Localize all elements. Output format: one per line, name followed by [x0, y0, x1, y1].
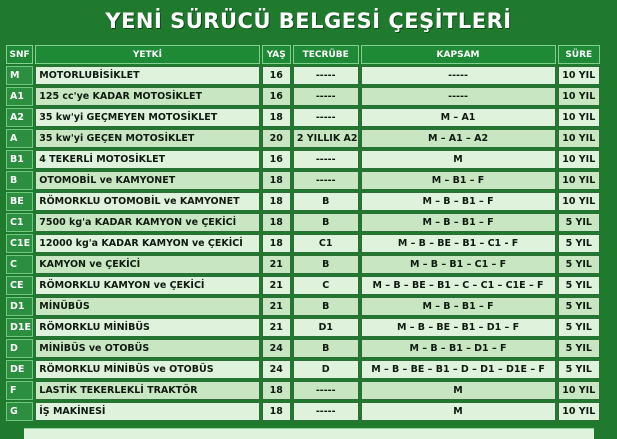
- cell-tecrube: B: [293, 297, 359, 316]
- cell-sure: 10 YIL: [558, 171, 600, 190]
- cell-kapsam: M: [361, 150, 556, 169]
- cell-sure: 5 YIL: [558, 234, 600, 253]
- cell-tecrube: D1: [293, 318, 359, 337]
- cell-yetki: RÖMORKLU OTOMOBİL ve KAMYONET: [35, 192, 259, 211]
- cell-yetki: OTOMOBİL ve KAMYONET: [35, 171, 259, 190]
- table-row: [6, 108, 600, 127]
- cell-kapsam: M – B – BE – B1 – D1 – F: [361, 318, 556, 337]
- cell-tecrube: -----: [293, 171, 359, 190]
- cell-snf: D: [6, 339, 33, 358]
- table-row: [6, 255, 600, 274]
- header-sure: SÜRE: [558, 45, 600, 64]
- cell-snf: BE: [6, 192, 33, 211]
- cell-snf: CE: [6, 276, 33, 295]
- cell-snf: D1E: [6, 318, 33, 337]
- cell-yas: 21: [262, 276, 291, 295]
- cell-yetki: 7500 kg'a KADAR KAMYON ve ÇEKİCİ: [35, 213, 259, 232]
- table-row: [6, 360, 600, 379]
- cell-snf: F: [6, 381, 33, 400]
- cell-yas: 21: [262, 255, 291, 274]
- cell-sure: 10 YIL: [558, 402, 600, 421]
- table-row: [6, 87, 600, 106]
- cell-yas: 16: [262, 87, 291, 106]
- cell-yas: 18: [262, 108, 291, 127]
- cell-tecrube: C1: [293, 234, 359, 253]
- cell-yas: 18: [262, 213, 291, 232]
- table-row: [6, 213, 600, 232]
- header-snf: SNF: [6, 45, 33, 64]
- table-row: [6, 402, 600, 421]
- cell-snf: G: [6, 402, 33, 421]
- cell-kapsam: M: [361, 381, 556, 400]
- cell-snf: M: [6, 66, 33, 85]
- cell-kapsam: M – B – B1 – D1 – F: [361, 339, 556, 358]
- cell-tecrube: 2 YILLIK A2: [293, 129, 359, 148]
- cell-tecrube: B: [293, 213, 359, 232]
- cell-snf: D1: [6, 297, 33, 316]
- cell-kapsam: M – B – BE – B1 – C – C1 – C1E – F: [361, 276, 556, 295]
- table-header-row: [6, 45, 600, 64]
- cell-snf: A2: [6, 108, 33, 127]
- header-yetki: YETKİ: [35, 45, 259, 64]
- cell-snf: C1E: [6, 234, 33, 253]
- table-row: [6, 297, 600, 316]
- cell-kapsam: M – B – B1 – F: [361, 213, 556, 232]
- cell-snf: B: [6, 171, 33, 190]
- cell-yas: 24: [262, 360, 291, 379]
- header-tecrube: TECRÜBE: [293, 45, 359, 64]
- cell-yetki: 125 cc'ye KADAR MOTOSİKLET: [35, 87, 259, 106]
- cell-tecrube: D: [293, 360, 359, 379]
- table-row: [6, 129, 600, 148]
- cell-snf: C1: [6, 213, 33, 232]
- cell-yas: 18: [262, 402, 291, 421]
- cell-kapsam: M – B – B1 – C1 – F: [361, 255, 556, 274]
- cell-kapsam: M – B1 – F: [361, 171, 556, 190]
- cell-yetki: RÖMORKLU MİNİBÜS: [35, 318, 259, 337]
- page-title: YENİ SÜRÜCÜ BELGESİ ÇEŞİTLERİ: [105, 9, 512, 33]
- cell-yas: 24: [262, 339, 291, 358]
- cell-tecrube: B: [293, 255, 359, 274]
- header-yas: YAŞ: [262, 45, 291, 64]
- cell-kapsam: M – B – BE – B1 – D – D1 – D1E – F: [361, 360, 556, 379]
- cell-yetki: KAMYON ve ÇEKİCİ: [35, 255, 259, 274]
- cell-sure: 10 YIL: [558, 150, 600, 169]
- cell-sure: 10 YIL: [558, 87, 600, 106]
- table-row: [6, 318, 600, 337]
- cell-yetki: RÖMORKLU MİNİBÜS ve OTOBÜS: [35, 360, 259, 379]
- cell-sure: 5 YIL: [558, 360, 600, 379]
- cell-yetki: LASTİK TEKERLEKLİ TRAKTÖR: [35, 381, 259, 400]
- cell-tecrube: -----: [293, 402, 359, 421]
- cell-yas: 20: [262, 129, 291, 148]
- footer-bar: [24, 428, 594, 439]
- cell-sure: 5 YIL: [558, 255, 600, 274]
- cell-yas: 18: [262, 171, 291, 190]
- license-table: [4, 43, 602, 423]
- cell-tecrube: C: [293, 276, 359, 295]
- cell-yetki: 35 kw'yi GEÇMEYEN MOTOSİKLET: [35, 108, 259, 127]
- cell-sure: 10 YIL: [558, 129, 600, 148]
- cell-snf: B1: [6, 150, 33, 169]
- cell-sure: 5 YIL: [558, 297, 600, 316]
- cell-tecrube: B: [293, 192, 359, 211]
- cell-kapsam: M – B – BE – B1 – C1 - F: [361, 234, 556, 253]
- cell-kapsam: M – A1 – A2: [361, 129, 556, 148]
- cell-yas: 16: [262, 150, 291, 169]
- cell-sure: 10 YIL: [558, 381, 600, 400]
- table-row: [6, 150, 600, 169]
- cell-sure: 5 YIL: [558, 213, 600, 232]
- cell-yetki: MOTORLUBİSİKLET: [35, 66, 259, 85]
- table-row: [6, 339, 600, 358]
- cell-yas: 21: [262, 297, 291, 316]
- cell-sure: 10 YIL: [558, 66, 600, 85]
- table-row: [6, 192, 600, 211]
- header-kapsam: KAPSAM: [361, 45, 556, 64]
- cell-snf: A1: [6, 87, 33, 106]
- cell-sure: 5 YIL: [558, 318, 600, 337]
- cell-yas: 16: [262, 66, 291, 85]
- cell-yetki: İŞ MAKİNESİ: [35, 402, 259, 421]
- cell-snf: A: [6, 129, 33, 148]
- cell-kapsam: M – A1: [361, 108, 556, 127]
- cell-kapsam: -----: [361, 66, 556, 85]
- cell-sure: 5 YIL: [558, 339, 600, 358]
- cell-yas: 18: [262, 234, 291, 253]
- cell-sure: 10 YIL: [558, 192, 600, 211]
- cell-yetki: 35 kw'yi GEÇEN MOTOSİKLET: [35, 129, 259, 148]
- cell-snf: DE: [6, 360, 33, 379]
- cell-kapsam: M: [361, 402, 556, 421]
- cell-kapsam: -----: [361, 87, 556, 106]
- cell-sure: 10 YIL: [558, 108, 600, 127]
- cell-snf: C: [6, 255, 33, 274]
- table-row: [6, 171, 600, 190]
- cell-yas: 21: [262, 318, 291, 337]
- cell-kapsam: M – B – B1 – F: [361, 297, 556, 316]
- cell-sure: 5 YIL: [558, 276, 600, 295]
- table-row: [6, 276, 600, 295]
- table-row: [6, 66, 600, 85]
- cell-yetki: 4 TEKERLİ MOTOSİKLET: [35, 150, 259, 169]
- cell-kapsam: M – B – B1 – F: [361, 192, 556, 211]
- cell-tecrube: -----: [293, 381, 359, 400]
- cell-tecrube: -----: [293, 150, 359, 169]
- cell-tecrube: -----: [293, 66, 359, 85]
- cell-tecrube: -----: [293, 108, 359, 127]
- cell-tecrube: B: [293, 339, 359, 358]
- table-row: [6, 234, 600, 253]
- table-row: [6, 381, 600, 400]
- cell-yetki: RÖMORKLU KAMYON ve ÇEKİCİ: [35, 276, 259, 295]
- cell-yas: 18: [262, 381, 291, 400]
- cell-yetki: MİNİBÜS ve OTOBÜS: [35, 339, 259, 358]
- cell-yetki: 12000 kg'a KADAR KAMYON ve ÇEKİCİ: [35, 234, 259, 253]
- cell-tecrube: -----: [293, 87, 359, 106]
- cell-yetki: MİNÜBÜS: [35, 297, 259, 316]
- cell-yas: 18: [262, 192, 291, 211]
